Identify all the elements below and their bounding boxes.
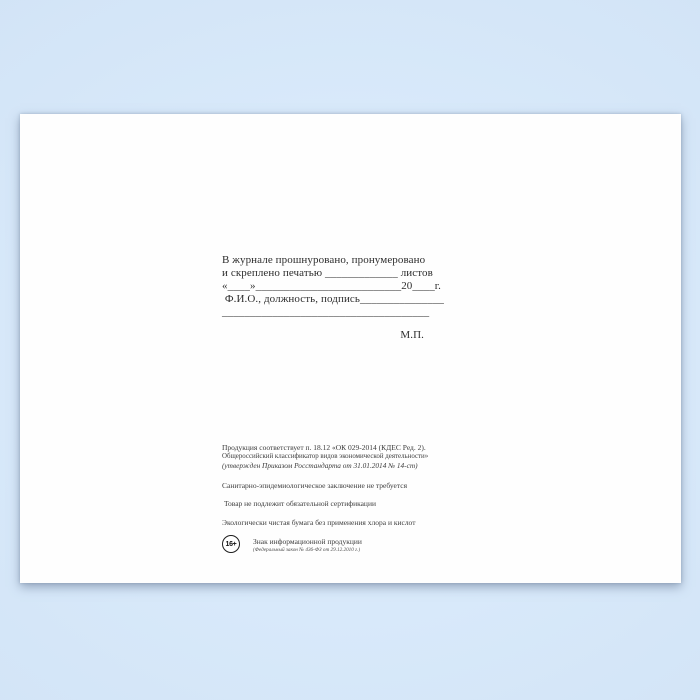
stamp-line-date: «____»__________________________20____г.	[222, 280, 442, 292]
age-restriction-16plus-icon	[222, 535, 240, 553]
eco-paper-note: Экологически чистая бумага без применения хлора и кислот	[222, 518, 416, 527]
compliance-line-3: (утвержден Приказом Росстандарта от 31.01.2014 № 14-ст)	[222, 461, 418, 470]
certification-note: Товар не подлежит обязательной сертификации	[224, 499, 376, 508]
info-product-sign-text	[253, 535, 362, 553]
info-product-sign-row	[222, 535, 462, 553]
sanitary-note: Санитарно-эпидемиологическое заключение не требуется	[222, 481, 408, 490]
info-product-sign-title: Знак информационной продукции	[253, 537, 362, 546]
compliance-line-2: Общероссийский классификатор видов экономической деятельности»	[222, 453, 429, 460]
age-mark-label: 16+	[225, 540, 237, 548]
stamp-line-laced: В журнале прошнуровано, пронумеровано	[222, 254, 426, 266]
stamp-line-blank: _____________________________________	[222, 306, 430, 318]
compliance-line-1: Продукция соответствует п. 18.12 «ОК 029-2014 (КДЕС Ред. 2).	[222, 443, 426, 452]
product-info-block	[222, 443, 462, 553]
lacing-stamp-block	[222, 254, 445, 342]
journal-back-page	[20, 114, 681, 583]
stamp-line-sealed-sheets: и скреплено печатью _____________ листов	[222, 267, 433, 279]
info-product-sign-law: (Федеральный закон № 436-ФЗ от 29.12.2010 г.)	[253, 547, 361, 553]
seal-place-abbr: М.П.	[400, 329, 424, 341]
stamp-line-name-position-signature: Ф.И.О., должность, подпись_______________	[222, 293, 445, 305]
